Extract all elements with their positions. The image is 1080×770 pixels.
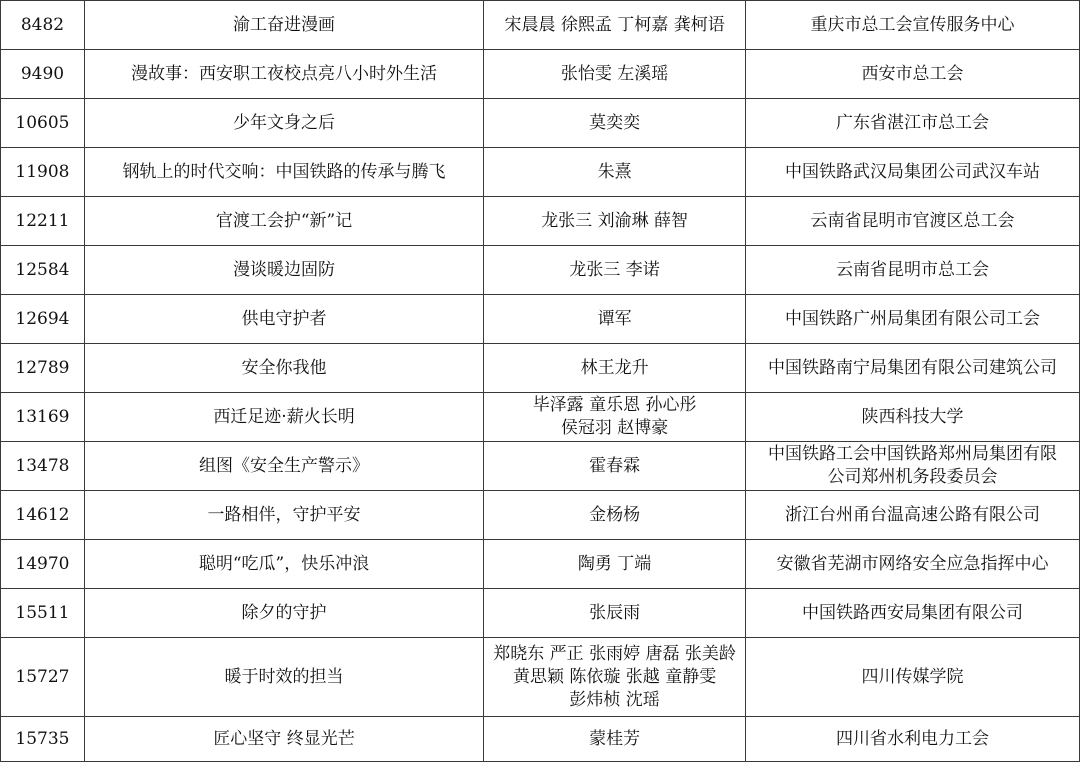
work-title-cell: 少年文身之后 [84,99,483,148]
entry-id-cell: 12211 [1,197,85,246]
organization-cell [746,344,1080,393]
entry-id-cell: 11908 [1,148,85,197]
work-title-cell: 组图《安全生产警示》 [84,442,483,491]
organization-cell [746,246,1080,295]
organization-cell [746,717,1080,762]
organization-cell [746,442,1080,491]
organization-line: 公司郑州机务段委员会 [827,467,998,487]
organization-cell [746,491,1080,540]
work-title-cell: 聪明“吃瓜”，快乐冲浪 [84,540,483,589]
organization-line: 中国铁路南宁局集团有限公司建筑公司 [768,357,1058,378]
organization-cell [746,540,1080,589]
author-line: 陶勇 丁端 [577,553,652,574]
table-row [1,197,1080,246]
author-line: 霍春霖 [589,455,641,476]
table-row [1,442,1080,491]
authors-cell [484,295,746,344]
organization-line: 中国铁路广州局集团有限公司工会 [785,308,1041,329]
table-row [1,344,1080,393]
entry-id-cell: 12789 [1,344,85,393]
table-row [1,50,1080,99]
organization-cell [746,99,1080,148]
author-line: 宋晨晨 徐熙孟 丁柯嘉 龚柯语 [504,14,725,35]
entry-id-cell: 13478 [1,442,85,491]
entry-id-cell: 14612 [1,491,85,540]
work-title-cell: 匠心坚守 终显光芒 [84,717,483,762]
authors-cell [484,148,746,197]
work-title-cell: 漫故事：西安职工夜校点亮八小时外生活 [84,50,483,99]
entry-id-cell: 15727 [1,638,85,717]
authors-cell [484,540,746,589]
authors-cell [484,246,746,295]
work-title-cell: 安全你我他 [84,344,483,393]
work-title-cell: 暖于时效的担当 [84,638,483,717]
organization-cell [746,1,1080,50]
work-title-cell: 官渡工会护“新”记 [84,197,483,246]
organization-line: 陕西科技大学 [861,406,964,427]
organization-line: 广东省湛江市总工会 [836,112,990,133]
table-row [1,540,1080,589]
authors-cell [484,638,746,717]
authors-cell [484,1,746,50]
authors-cell [484,99,746,148]
author-line: 彭炜桢 沈瑶 [569,689,660,710]
author-line: 毕泽露 童乐恩 孙心彤 [532,395,697,415]
organization-line: 中国铁路武汉局集团公司武汉车站 [785,161,1041,182]
work-title-cell: 除夕的守护 [84,589,483,638]
authors-cell [484,491,746,540]
organization-cell [746,197,1080,246]
organization-line: 安徽省芜湖市网络安全应急指挥中心 [776,553,1049,574]
table-row [1,638,1080,717]
entry-id-cell: 9490 [1,50,85,99]
entry-id-cell: 12694 [1,295,85,344]
author-line: 龙张三 李诺 [569,259,660,280]
organization-cell [746,295,1080,344]
work-title-cell: 供电守护者 [84,295,483,344]
organization-cell [746,148,1080,197]
author-line: 侯冠羽 赵博豪 [560,418,669,438]
entry-id-cell: 15511 [1,589,85,638]
author-line: 林王龙升 [580,357,649,378]
organization-line: 云南省昆明市总工会 [836,259,990,280]
table-body [1,1,1080,762]
author-line: 郑晓东 严正 张雨婷 唐磊 张美龄 [493,643,736,664]
author-line: 莫奕奕 [589,112,641,133]
table-row [1,589,1080,638]
organization-line: 四川传媒学院 [861,666,964,687]
entry-id-cell: 10605 [1,99,85,148]
author-line: 金杨杨 [589,504,641,525]
author-line: 朱熹 [597,161,632,182]
table-row [1,393,1080,442]
organization-cell [746,393,1080,442]
organization-line: 四川省水利电力工会 [836,728,990,749]
organization-cell [746,50,1080,99]
organization-cell [746,589,1080,638]
author-line: 龙张三 刘渝琳 薛智 [541,210,688,231]
entry-id-cell: 8482 [1,1,85,50]
table-row [1,1,1080,50]
organization-line: 中国铁路工会中国铁路郑州局集团有限 [768,444,1058,464]
author-line: 谭军 [597,308,632,329]
authors-cell [484,344,746,393]
table-row [1,295,1080,344]
author-line: 张辰雨 [589,602,641,623]
table-row [1,246,1080,295]
work-title-cell: 西迁足迹·薪火长明 [84,393,483,442]
entry-id-cell: 14970 [1,540,85,589]
organization-line: 西安市总工会 [861,63,964,84]
work-title-cell: 渝工奋进漫画 [84,1,483,50]
authors-cell [484,717,746,762]
organization-cell [746,638,1080,717]
work-title-cell: 漫谈暖边固防 [84,246,483,295]
organization-line: 浙江台州甬台温高速公路有限公司 [785,504,1041,525]
author-line: 张怡雯 左溪瑶 [560,63,669,84]
table-row [1,491,1080,540]
author-line: 蒙桂芳 [589,728,641,749]
entry-id-cell: 13169 [1,393,85,442]
table-row [1,148,1080,197]
organization-line: 云南省昆明市官渡区总工会 [810,210,1015,231]
work-title-cell: 钢轨上的时代交响：中国铁路的传承与腾飞 [84,148,483,197]
organization-line: 中国铁路西安局集团有限公司 [802,602,1024,623]
author-line: 黄思颖 陈依璇 张越 童静雯 [512,666,717,687]
authors-cell [484,442,746,491]
organization-line: 重庆市总工会宣传服务中心 [810,14,1015,35]
table-row [1,99,1080,148]
authors-cell [484,197,746,246]
entry-id-cell: 12584 [1,246,85,295]
authors-cell [484,589,746,638]
work-title-cell: 一路相伴，守护平安 [84,491,483,540]
authors-cell [484,50,746,99]
entry-id-cell: 15735 [1,717,85,762]
authors-cell [484,393,746,442]
table-row [1,717,1080,762]
